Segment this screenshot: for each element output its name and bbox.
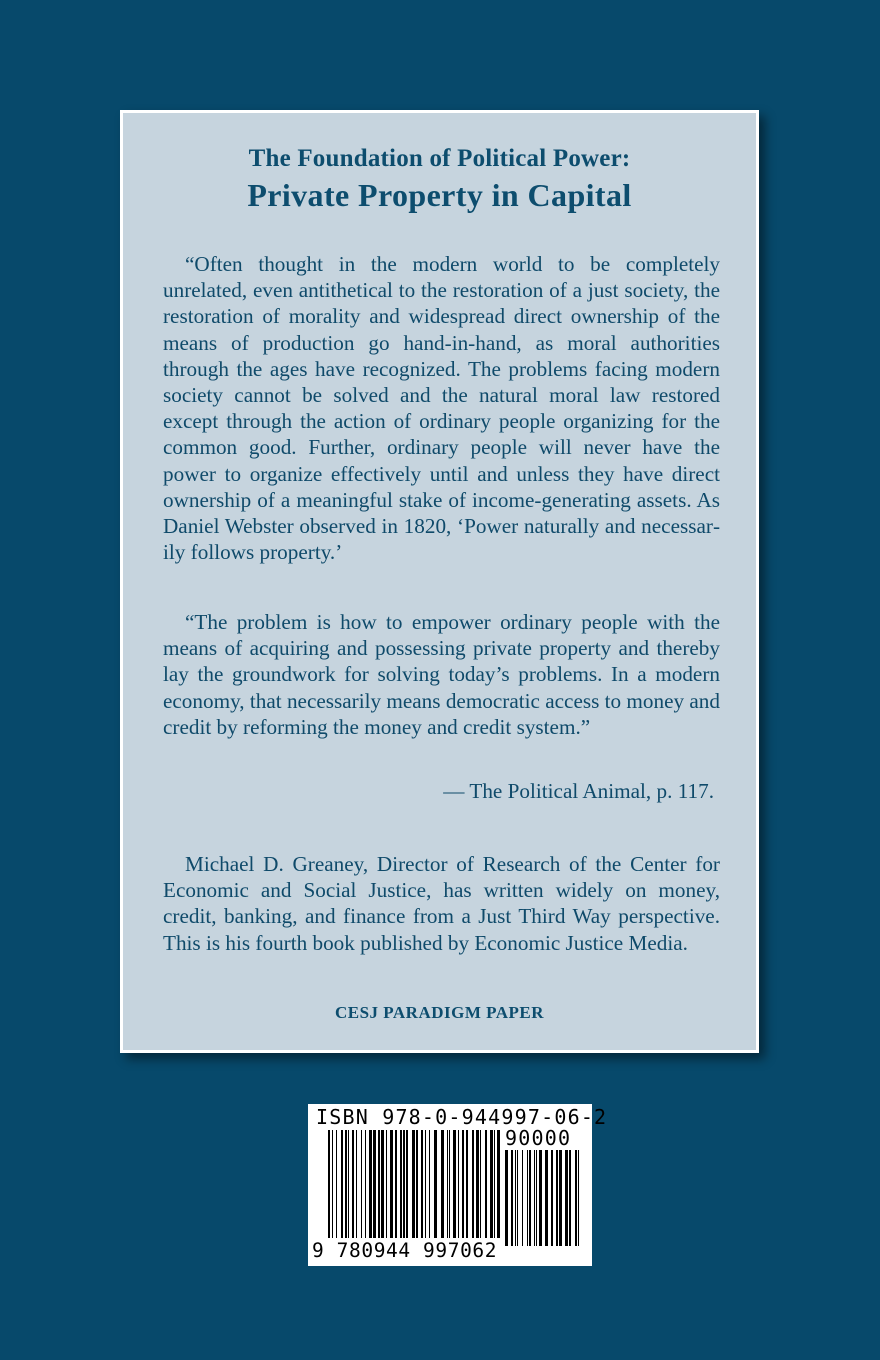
quote-attribution: — The Political Animal, p. 117.: [443, 779, 714, 803]
price-code: 90000: [505, 1126, 572, 1150]
quote-paragraph-2: [163, 609, 720, 740]
back-cover-panel: [120, 110, 759, 1053]
ean-digits: 9 780944 997062: [312, 1239, 498, 1262]
author-bio: [163, 851, 720, 956]
isbn-number: ISBN 978-0-944997-06-2: [316, 1105, 608, 1129]
quote-1-text: “Often thought in the modern world to be completely unrelated, even antithetical to the restoration of a just society, the restoration of morality and widespread direct ownership of the means of production go hand-in-hand, as moral authorities through the ages have recognized. The problems facing modern society cannot be solved and the natural moral law restored except through the action of ordinary people organizing for the common good. Further, ordinary people will never have the power to organize effectively until and unless they have direct ownership of a meaningful stake of income-generating assets. As Daniel Webster observed in 1820, ‘Power naturally and necessarily follows property.’: [163, 252, 720, 565]
author-bio-text: Michael D. Greaney, Director of Research of the Center for Economic and Social Justice, has written widely on money, credit, banking, and finance from a Just Third Way perspective. This is his fourth book published by Economic Justice Media.: [163, 852, 720, 955]
title-line-1: The Foundation of Political Power:: [248, 145, 631, 172]
series-label: CESJ PARADIGM PAPER: [334, 1003, 545, 1022]
quote-2-text: “The problem is how to empower ordinary people with the means of acquiring and possessing private property and thereby lay the groundwork for solving today’s problems. In a modern economy, that necessarily means democratic access to money and credit by reforming the money and credit system.”: [163, 610, 720, 739]
quote-paragraph-1: [163, 251, 720, 565]
title-line-2: Private Property in Capital: [247, 177, 632, 213]
addon-barcode-bars: [505, 1150, 583, 1246]
ean-barcode-bars: [328, 1130, 500, 1238]
isbn-barcode: [308, 1104, 608, 1266]
